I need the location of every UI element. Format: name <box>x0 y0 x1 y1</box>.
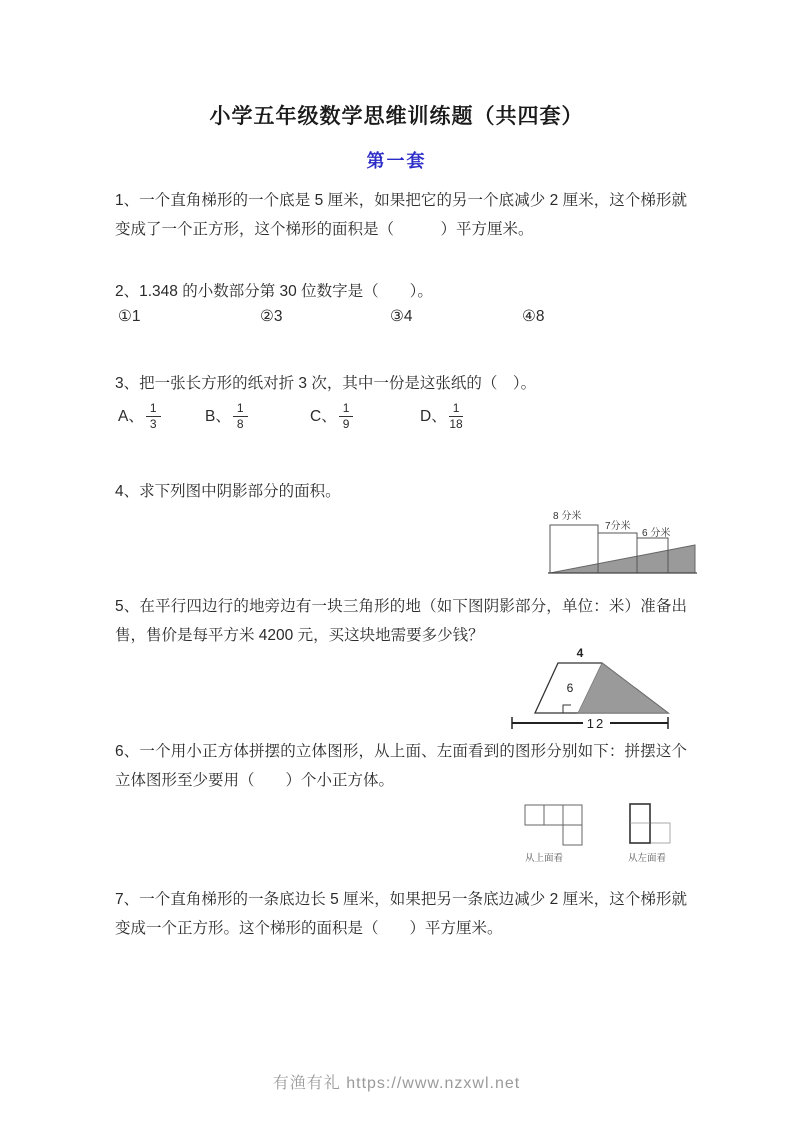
q3-option-b <box>205 402 248 431</box>
figure-land-plot-svg <box>503 644 688 736</box>
figure-cube-views-svg <box>515 795 700 870</box>
question-3: 3、把一张长方形的纸对折 3 次，其中一份是这张纸的（ ）。 <box>115 375 537 392</box>
left-view-faint-cell <box>650 823 670 843</box>
section-title: 第一套 <box>366 151 427 171</box>
q2-option-4: ④8 <box>522 308 545 325</box>
fraction-one-third: $\frac{1}{3}$ <box>146 402 161 431</box>
q3-option-b-label: B、 <box>205 407 231 425</box>
shaded-triangle <box>550 545 695 573</box>
figure-shaded-area-svg <box>540 500 705 585</box>
question-2-options <box>118 307 688 331</box>
question-6: 6、一个用小正方体拼摆的立体图形，从上面、左面看到的图形分别如下：拼摆这个立体图形至少要用（ ）个小正方体。 <box>115 743 687 789</box>
q2-option-3: ③4 <box>390 308 413 325</box>
question-7: 7、一个直角梯形的一条底边长 5 厘米，如果把另一条底边减少 2 厘米，这个梯形就变成一个正方形。这个梯形的面积是（ ）平方厘米。 <box>115 891 687 937</box>
question-5: 5、在平行四边行的地旁边有一块三角形的地（如下图阴影部分，单位：米）准备出售，售价是每平方米 4200 元，买这块地需要多少钱？ <box>115 598 687 644</box>
q3-option-a <box>118 402 161 431</box>
q3-option-d <box>420 402 463 431</box>
label-6dm: 6 分米 <box>642 528 671 539</box>
question-1: 1、一个直角梯形的一个底是 5 厘米，如果把它的另一个底减少 2 厘米，这个梯形就变成了一个正方形，这个梯形的面积是（ ）平方厘米。 <box>115 192 687 238</box>
label-8dm: 8 分米 <box>553 511 582 522</box>
question-4: 4、求下列图中阴影部分的面积。 <box>115 483 341 500</box>
left-view-label: 从左面看 <box>628 853 667 864</box>
figure-cube-views <box>515 795 700 870</box>
label-7dm: 7分米 <box>605 521 631 532</box>
fraction-one-ninth: $\frac{1}{9}$ <box>339 402 354 431</box>
top-view-shape <box>525 805 582 845</box>
q2-option-1: ①1 <box>118 308 141 325</box>
left-view-column <box>630 804 650 843</box>
q3-option-d-label: D、 <box>420 407 447 425</box>
left-view-shape <box>630 804 670 843</box>
q3-option-c-label: C、 <box>310 407 337 425</box>
top-view-cell-3 <box>563 805 582 825</box>
top-view-cell-4 <box>563 825 582 845</box>
fraction-one-eighth: $\frac{1}{8}$ <box>233 402 248 431</box>
figure-land-plot <box>503 644 688 736</box>
top-view-label: 从上面看 <box>525 853 564 864</box>
top-view-cell-1 <box>525 805 544 825</box>
label-height-6: 6 <box>566 681 574 695</box>
page-title: 小学五年级数学思维训练题（共四套） <box>209 105 584 128</box>
question-3-options <box>118 402 688 442</box>
fraction-one-eighteenth: $\frac{1}{18}$ <box>449 401 463 432</box>
label-base-12: 12 <box>586 716 606 731</box>
label-top-4: 4 <box>576 646 584 660</box>
q2-option-2: ②3 <box>260 308 283 325</box>
q3-option-a-label: A、 <box>118 407 144 425</box>
top-view-cell-2 <box>544 805 563 825</box>
figure-shaded-area <box>540 500 705 585</box>
q3-option-c <box>310 402 353 431</box>
footer-watermark: 有渔有礼 https://www.nzxwl.net <box>272 1075 521 1092</box>
question-2: 2、1.348 的小数部分第 30 位数字是（ ）。 <box>115 283 433 300</box>
